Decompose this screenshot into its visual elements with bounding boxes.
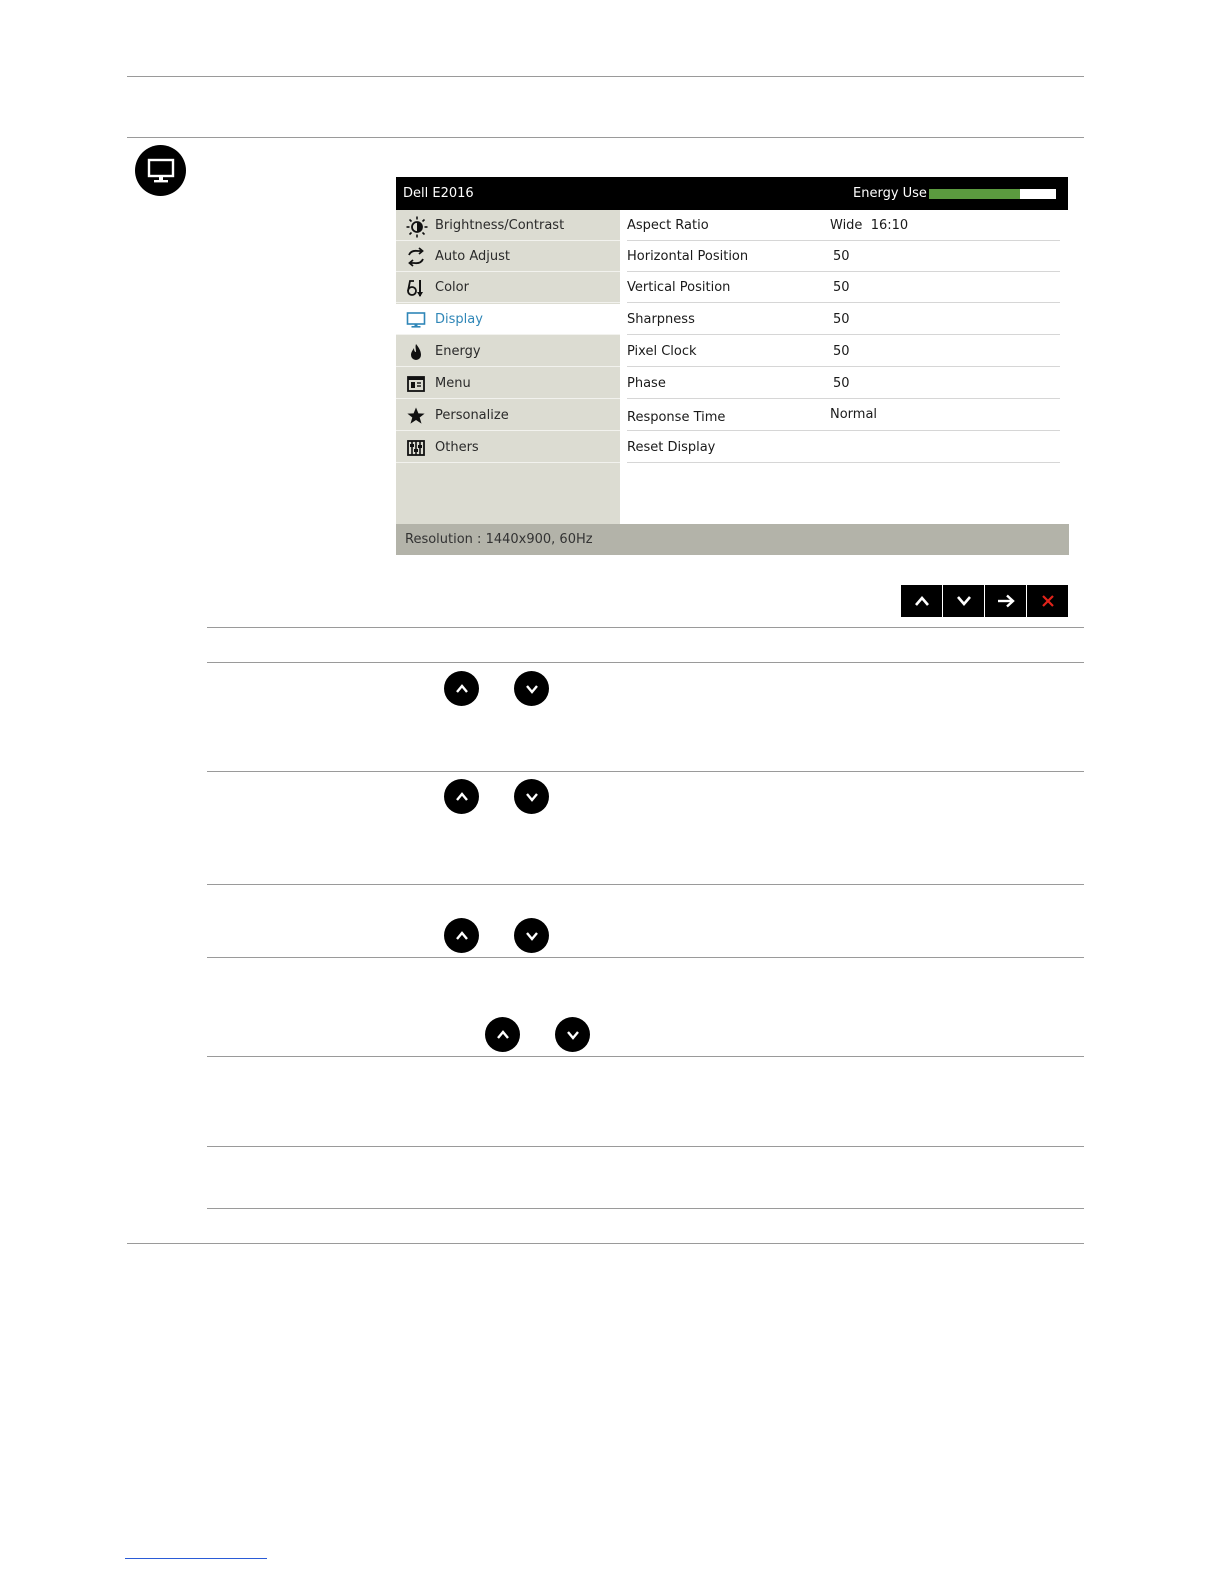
table-rule xyxy=(207,884,1084,885)
osd-nav-buttons xyxy=(901,585,1069,617)
auto-adjust-icon xyxy=(406,247,426,267)
top-rule xyxy=(127,76,1084,77)
table-rule xyxy=(207,1146,1084,1147)
exit-button[interactable] xyxy=(1027,585,1068,617)
setting-value: 50 xyxy=(833,344,850,359)
setting-row-vertical-position[interactable] xyxy=(627,272,1060,303)
energy-use-label: Energy Use xyxy=(853,186,927,201)
setting-row-horizontal-position[interactable] xyxy=(627,241,1060,272)
up-button[interactable] xyxy=(901,585,942,617)
display-section-icon xyxy=(135,145,186,196)
setting-name: Pixel Clock xyxy=(627,344,697,359)
osd-status-bar xyxy=(396,524,1069,555)
energy-use-meter xyxy=(929,189,1056,199)
setting-row-response-time[interactable] xyxy=(627,400,1060,431)
color-icon xyxy=(406,278,426,298)
resolution-text: Resolution : 1440x900, 60Hz xyxy=(405,532,593,547)
menu-item-display[interactable] xyxy=(396,304,620,335)
up-button-icon xyxy=(444,779,479,814)
menu-item-energy[interactable] xyxy=(396,336,620,367)
right-arrow-icon xyxy=(997,594,1015,608)
menu-item-personalize[interactable] xyxy=(396,400,620,431)
setting-row-reset-display[interactable] xyxy=(627,432,1060,463)
display-icon xyxy=(406,310,426,330)
menu-item-label: Personalize xyxy=(435,408,509,423)
menu-item-label: Energy xyxy=(435,344,481,359)
osd-menu-list xyxy=(396,210,620,524)
table-rule xyxy=(207,1056,1084,1057)
setting-name: Aspect Ratio xyxy=(627,218,709,233)
setting-row-aspect-ratio[interactable] xyxy=(627,210,1060,241)
table-rule xyxy=(207,662,1084,663)
others-icon xyxy=(406,438,426,458)
energy-icon xyxy=(406,342,426,362)
osd-window xyxy=(396,177,1069,555)
table-rule xyxy=(207,957,1084,958)
brightness-icon xyxy=(406,216,426,236)
setting-name: Sharpness xyxy=(627,312,695,327)
menu-item-menu[interactable] xyxy=(396,368,620,399)
down-button-icon xyxy=(514,918,549,953)
setting-row-sharpness[interactable] xyxy=(627,304,1060,335)
footnote-link-underline[interactable] xyxy=(125,1558,267,1559)
menu-icon xyxy=(406,374,426,394)
setting-name: Response Time xyxy=(627,410,726,425)
setting-value: 50 xyxy=(833,280,850,295)
menu-item-auto-adjust[interactable] xyxy=(396,241,620,272)
setting-value: 50 xyxy=(833,312,850,327)
down-button[interactable] xyxy=(943,585,984,617)
setting-row-pixel-clock[interactable] xyxy=(627,336,1060,367)
table-rule xyxy=(207,627,1084,628)
setting-name: Horizontal Position xyxy=(627,249,749,264)
table-rule xyxy=(207,771,1084,772)
table-rule xyxy=(207,1208,1084,1209)
header-rule xyxy=(127,137,1084,138)
setting-value: 50 xyxy=(833,376,850,391)
setting-name: Reset Display xyxy=(627,440,716,455)
setting-value: Normal xyxy=(830,407,878,422)
close-icon xyxy=(1041,594,1055,608)
menu-item-color[interactable] xyxy=(396,272,620,303)
menu-item-label: Menu xyxy=(435,376,471,391)
energy-use-fill xyxy=(929,189,1020,199)
osd-title-bar xyxy=(396,177,1068,210)
setting-name: Vertical Position xyxy=(627,280,731,295)
up-arrow-icon xyxy=(914,594,930,608)
star-icon xyxy=(406,406,426,426)
menu-item-label: Others xyxy=(435,440,479,455)
menu-item-label: Display xyxy=(435,312,483,327)
menu-item-brightness-contrast[interactable] xyxy=(396,210,620,241)
up-button-icon xyxy=(444,671,479,706)
menu-item-label: Auto Adjust xyxy=(435,249,510,264)
menu-item-label: Brightness/Contrast xyxy=(435,218,565,233)
down-button-icon xyxy=(514,779,549,814)
down-arrow-icon xyxy=(956,594,972,608)
setting-value: 50 xyxy=(833,249,850,264)
osd-model-title: Dell E2016 xyxy=(403,186,474,201)
setting-value: Wide 16:10 xyxy=(830,218,909,233)
down-button-icon xyxy=(555,1017,590,1052)
menu-item-label: Color xyxy=(435,280,469,295)
setting-row-phase[interactable] xyxy=(627,368,1060,399)
menu-item-others[interactable] xyxy=(396,432,620,463)
setting-name: Phase xyxy=(627,376,666,391)
up-button-icon xyxy=(485,1017,520,1052)
enter-button[interactable] xyxy=(985,585,1026,617)
bottom-rule xyxy=(127,1243,1084,1244)
up-button-icon xyxy=(444,918,479,953)
osd-settings-panel xyxy=(620,210,1068,524)
down-button-icon xyxy=(514,671,549,706)
